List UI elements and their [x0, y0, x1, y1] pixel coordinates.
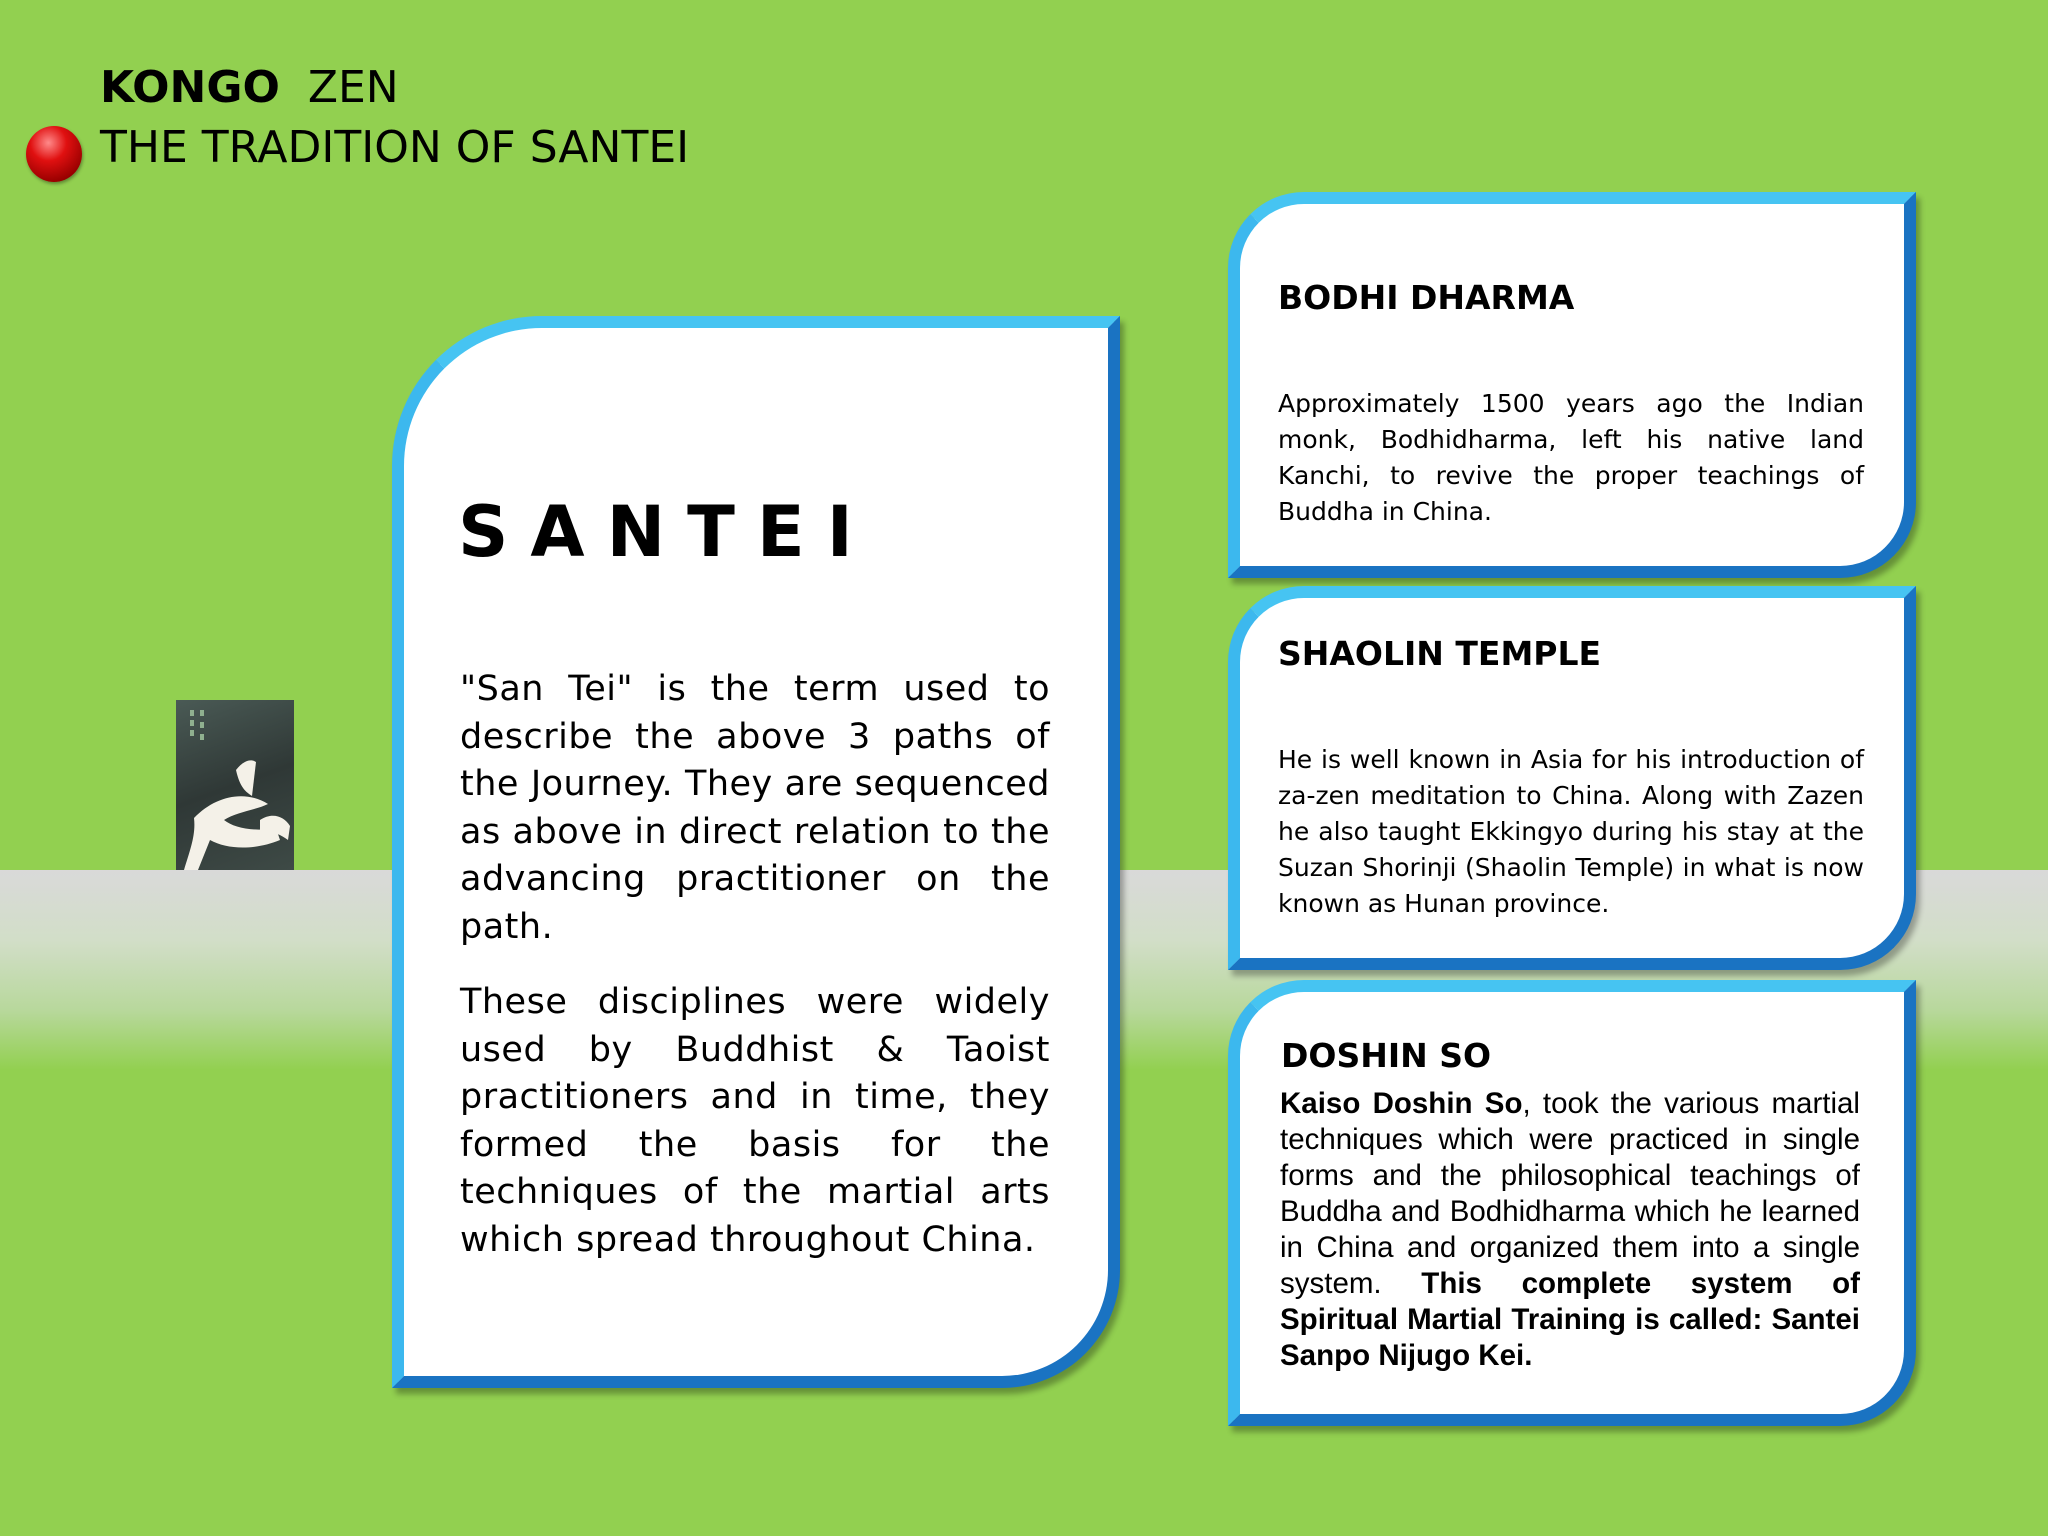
red-bullet-icon [26, 126, 82, 182]
bodhi-dharma-text: Approximately 1500 years ago the Indian monk, Bodhidharma, left his native land Kanchi, to revive the proper teachings of Buddha in China. [1278, 389, 1864, 526]
shaolin-temple-title: SHAOLIN TEMPLE [1278, 634, 1602, 673]
santei-paragraph-2: These disciplines were widely used by Buddhist & Taoist practitioners and in time, they formed the basis for the techniques of the martial arts which spread throughout China. [460, 982, 1050, 1260]
shaolin-temple-text: He is well known in Asia for his introduction of za-zen meditation to China. Along with Zazen he also taught Ekkingyo during his stay at the Suzan Shorinji (Shaolin Temple) in what is now known as Hunan province. [1278, 745, 1864, 918]
doshin-so-text [1280, 1086, 1860, 1374]
brand-bold: KONGO [100, 62, 280, 113]
doshin-so-text-lead: Kaiso Doshin So [1280, 1087, 1523, 1120]
brand-title [100, 58, 689, 118]
bodhi-dharma-title: BODHI DHARMA [1278, 278, 1575, 317]
calligraphy-glyph-icon [176, 700, 294, 870]
santei-paragraph-1: "San Tei" is the term used to describe the above 3 paths of the Journey. They are sequenced as above in direct relation to the advancing practitioner on the path. [460, 669, 1050, 947]
santei-title: SANTEI [458, 491, 875, 573]
calligraphy-image [176, 700, 294, 870]
slide-subtitle: THE TRADITION OF SANTEI [100, 122, 690, 173]
doshin-so-text-tail: This complete system of Spiritual Martial Training is called: Santei Sanpo Nijugo Kei. [1280, 1267, 1860, 1372]
slide-header [100, 58, 689, 178]
doshin-so-title: DOSHIN SO [1281, 1036, 1492, 1075]
brand-rest: ZEN [307, 62, 399, 113]
doshin-so-text-middle: , took the various martial techniques which were practiced in single forms and the philosophical teachings of Buddha and Bodhidharma which he learned in China and organized them into a single system. [1280, 1087, 1860, 1300]
santei-body [460, 666, 1050, 1292]
